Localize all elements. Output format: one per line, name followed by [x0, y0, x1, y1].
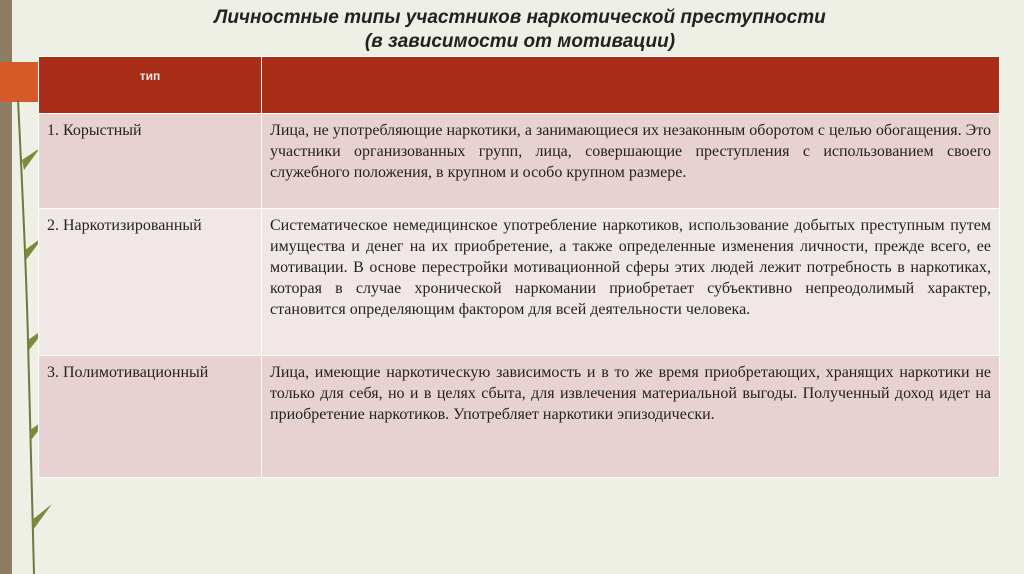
accent-block [0, 62, 38, 102]
table-row [39, 209, 1000, 356]
description-cell: Лица, имеющие наркотическую зависимость и в то же время приобретающих, хранящих наркотики не только для себя, но и в целях сбыта, для извлечения материальной выгоды. Полученный доход идет на приобретение наркотиков. Употребляет наркотики эпизодически. [262, 356, 1000, 478]
types-table [38, 56, 1000, 478]
table-row [39, 114, 1000, 209]
table-header-row [39, 57, 1000, 114]
table-row [39, 356, 1000, 478]
type-cell: 1. Корыстный [39, 114, 262, 209]
type-cell: 3. Полимотивационный [39, 356, 262, 478]
title-line-2: (в зависимости от мотивации) [364, 31, 676, 52]
header-description [262, 57, 1000, 114]
slide-title [40, 6, 1000, 54]
type-cell: 2. Наркотизированный [39, 209, 262, 356]
header-type: тип [39, 57, 262, 114]
description-cell: Лица, не употребляющие наркотики, а занимающиеся их незаконным оборотом с целью обогащения. Это участники организованных групп, лица, совершающие преступления с использованием своего служебного положения, в крупном и особо крупном размере. [262, 114, 1000, 209]
title-line-1: Личностные типы участников наркотической преступности [214, 7, 826, 28]
description-cell: Систематическое немедицинское употребление наркотиков, использование добытых преступным путем имущества и денег на их приобретение, а также определенные изменения личности, прежде всего, ее мотивации. В основе перестройки мотивационной сферы этих людей лежит потребность в наркотиках, которая в случае хронической наркомании приобретает субъективно непреодолимый характер, становится определяющим фактором для всей деятельности человека. [262, 209, 1000, 356]
